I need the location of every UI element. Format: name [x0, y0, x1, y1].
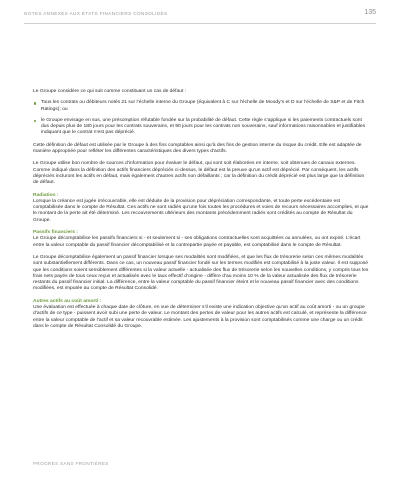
- financial-liabilities-paragraph-2: Le Groupe décomptabilise également un passif financier lorsque ses modalités sont modifiées, et que les flux de trésorerie selon ces mêmes modalités sont substantiellement différents. Dans ce cas, un nouveau passif financier fondé sur les termes modifiés est comptabilisé à la juste valeur. Il est supposé que les conditions soient sensiblement différentes si la valeur actuelle - actualisée des flux de trésorerie selon les nouvelles conditions, y compris tous les frais nets payés de tous ceux reçus et actualisés avec le taux effectif d’origine - diffère d’au moins 10 % de la valeur actualisée des flux de trésorerie restants du passif financier initial. La différence, entre la valeur comptable du passif financier éteint et le nouveau passif financier avec des conditions modifiées, est imputée au compte de Résultat Consolidé.: [33, 254, 369, 292]
- bullet-dot-icon: [34, 120, 36, 122]
- radiation-paragraph: Lorsque la créance est jugée irrécouvrable, elle est déduite de la provision pour dépréciation correspondante, et toute perte excédentaire est comptabilisée dans le compte de Résultat. Ces actifs ne sont radiés qu’une fois toutes les procédures et voies de recours nécessaires accomplies, et que le montant de la perte ait été déterminé. Les recouvrements ultérieurs des montants précédemment radiés sont crédités au compte de Résultat du Groupe.: [33, 198, 369, 223]
- other-assets-paragraph: Une évaluation est effectuée à chaque date de clôture, en vue de déterminer s’il existe une indication objective qu’un actif au coût amorti - ou un groupe d’actifs de ce type - puissent avoir subi une perte de valeur. Le montant des pertes de valeur pour les autres actifs est calculé, et représente la différence entre la valeur comptable de l’actif et sa valeur recouvrable estimée. Les ajustements à la provision sont comptabilisés comme une charge ou un crédit dans le compte de Résultat Consolidé du Groupe.: [33, 305, 367, 329]
- bullet-item: [33, 100, 369, 113]
- page-number: 135: [364, 9, 376, 16]
- page-footer: PROGRÈS SANS FRONTIÈRES: [33, 461, 109, 466]
- intro-paragraph: Le Groupe considère ce qui suit comme constituant un cas de défaut :: [33, 89, 187, 94]
- default-definition-paragraph: Cette définition de défaut est utilisée par le Groupe à des fins comptables ainsi qu’à des fins de gestion interne du risque du crédit. Elle est adaptée de manière appropriée pour refléter les différentes caractéristiques des divers types d’actifs.: [33, 142, 362, 155]
- header-title: NOTES ANNEXES AUX ÉTATS FINANCIERS CONSOLIDÉS: [24, 11, 168, 16]
- bullet-item: [33, 118, 369, 137]
- document-body: [33, 89, 369, 330]
- information-sources-paragraph: Le Groupe utilise bon nombre de sources d’information pour évaluer le défaut, qui sont soit élaborées en interne, soit obtenues de canaux externes. Comme indiqué dans la définition des actifs financiers dépréciés ci-dessus, le défaut est la preuve qu’un actif est déprécié. Par conséquent, les actifs dépréciés incluront les actifs en défaut, mais également d’autres actifs non défaillants ; car la définition du crédit déprécié est plus large que la définition de défaut.: [33, 161, 365, 186]
- section-title-other-assets: Autres actifs au coût amorti :: [33, 298, 102, 304]
- section-title-radiation: Radiation :: [33, 192, 59, 198]
- financial-liabilities-paragraph-1: Le Groupe décomptabilise les passifs financiers si - et seulement si - ses obligations contractuelles sont acquittées ou annulées, ou ont expiré. L’écart entre la valeur comptable du passif financier décomptabilisé et la contrepartie payée et payable, est comptabilisé dans le compte de Résultat.: [33, 236, 361, 248]
- bullet-text: le Groupe envisage en sus, une présomption réfutable fondée sur la probabilité de défaut. Cette règle s’applique si les paiements contractuels sont dus depuis plus de 180 jours pour les contrats souverains, et 90 jours pour les contrats non souverains, sauf informations raisonnables et justifiables indiquant que le contrat n’est pas déprécié.: [41, 117, 366, 136]
- bullet-dot-icon: [34, 102, 36, 104]
- bullet-text: Tous les contrats ou débiteurs notés 21 sur l’échelle interne du Groupe (équivalent à C sur l’échelle de Moody’s et D sur l’échelle de S&P et de Fitch Ratings); ou: [41, 100, 365, 112]
- header-divider: [24, 23, 376, 24]
- section-title-financial-liabilities: Passifs financiers :: [33, 230, 79, 236]
- page-header: [24, 11, 376, 23]
